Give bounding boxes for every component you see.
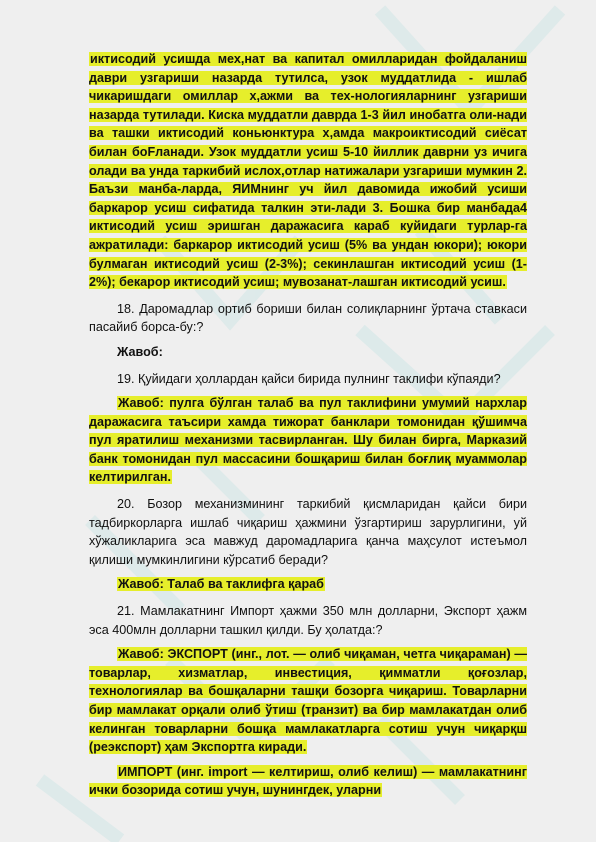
document-body	[89, 50, 527, 800]
highlighted-text: Жавоб: ЭКСПОРТ (инг., лот. — олиб чиқаман, четга чиқараман) — товарлар, хизматлар, инвестиция, қимматли қоғозлар, технологиялар ва бошқаларни ташқи бозорга чиқариш. Товарларни бир мамлакат орқали олиб ўтиш (транзит) ва бир мамлакатдан олиб келинган товарларни бошқа мамлакатларга сотиш учун чиқарқш (реэкспорт) ҳам Экспортга киради.	[89, 647, 527, 755]
answer-21-export	[89, 645, 527, 757]
answer-18	[89, 343, 527, 362]
question-20: 20. Бозор механизмининг таркибий қисмларидан қайси бири тадбиркорларга ишлаб чиқариш ҳажмини ўзгартириш зарурлигини, уй хўжаликларига эса мавжуд даромадларига қанча маҳсулот истеъмол қилиши мумкинлигини кўрсатиб беради?	[89, 497, 527, 567]
answer-20	[89, 575, 527, 594]
answer-21-import	[89, 763, 527, 800]
highlighted-text: ИМПОРТ (инг. import — келтириш, олиб келиш) — мамлакатнинг ички бозорида сотиш учун, шунингдек, уларни	[89, 764, 527, 798]
paragraph-economic-growth	[89, 50, 527, 292]
highlighted-text: Жавоб: пулга бўлган талаб ва пул таклифини умумий нархлар даражасига таъсири хамда тижорат банклари томонидан қўшимча пул яратилиш механизми тасвирланган. Шу билан бирга, Марказий банк томонидан пул массасини бошқариш билан боғлиқ муаммолар келтирилган.	[89, 396, 527, 485]
highlighted-text: Жавоб: Талаб ва таклифга қараб	[118, 577, 324, 592]
question-19: 19. Қуйидаги ҳоллардан қайси бирида пулнинг таклифи кўпаяди?	[117, 371, 501, 386]
answer-19	[89, 394, 527, 487]
highlighted-text: иктисодий усишда мех,нат ва капитал омилларидан фойдаланиш даври узгариши назарда тутилса, узок муддатлида - ишлаб чикаришдаги омиллар х,ажми ва тех-нологияларнинг узгариши назарда тутилади. Киска муддатли даврда 1-3 йил инобатга оли-нади ва ташки иктисодий коньюнктура х,амда макроиктисодий сиёсат билан боFланади. Узок муддатли усиш 5-10 йиллик даврни уз ичига олади ва унда таркибий ислох,отлар натижалари узгариши мумкин 2. Баъзи манба-ларда, ЯИМнинг уч йил давомида ижобий усиши баркарор усиш сифатида талкин эти-лади 3. Бошка бир манбада4 иктисодий усиш эришган даражасига караб куйидаги турлар-га ажратилади: баркарор иктисодий усиш (5% ва ундан юкори); юкори булмаган иктисодий усиш (2-3%); секинлашган иктисодий усиш (1-2%); бекарор иктисодий усиш; мувозанат-лашган иктисодий усиш.	[89, 52, 527, 290]
question-21: 21. Мамлакатнинг Импорт ҳажми 350 млн долларни, Экспорт ҳажм эса 400млн долларни ташкил қилди. Бу ҳолатда:?	[89, 604, 527, 637]
question-18: 18. Даромадлар ортиб бориши билан солиқларнинг ўртача ставкаси пасайиб борса-бу:?	[89, 301, 527, 335]
answer-label: Жавоб:	[117, 344, 163, 359]
